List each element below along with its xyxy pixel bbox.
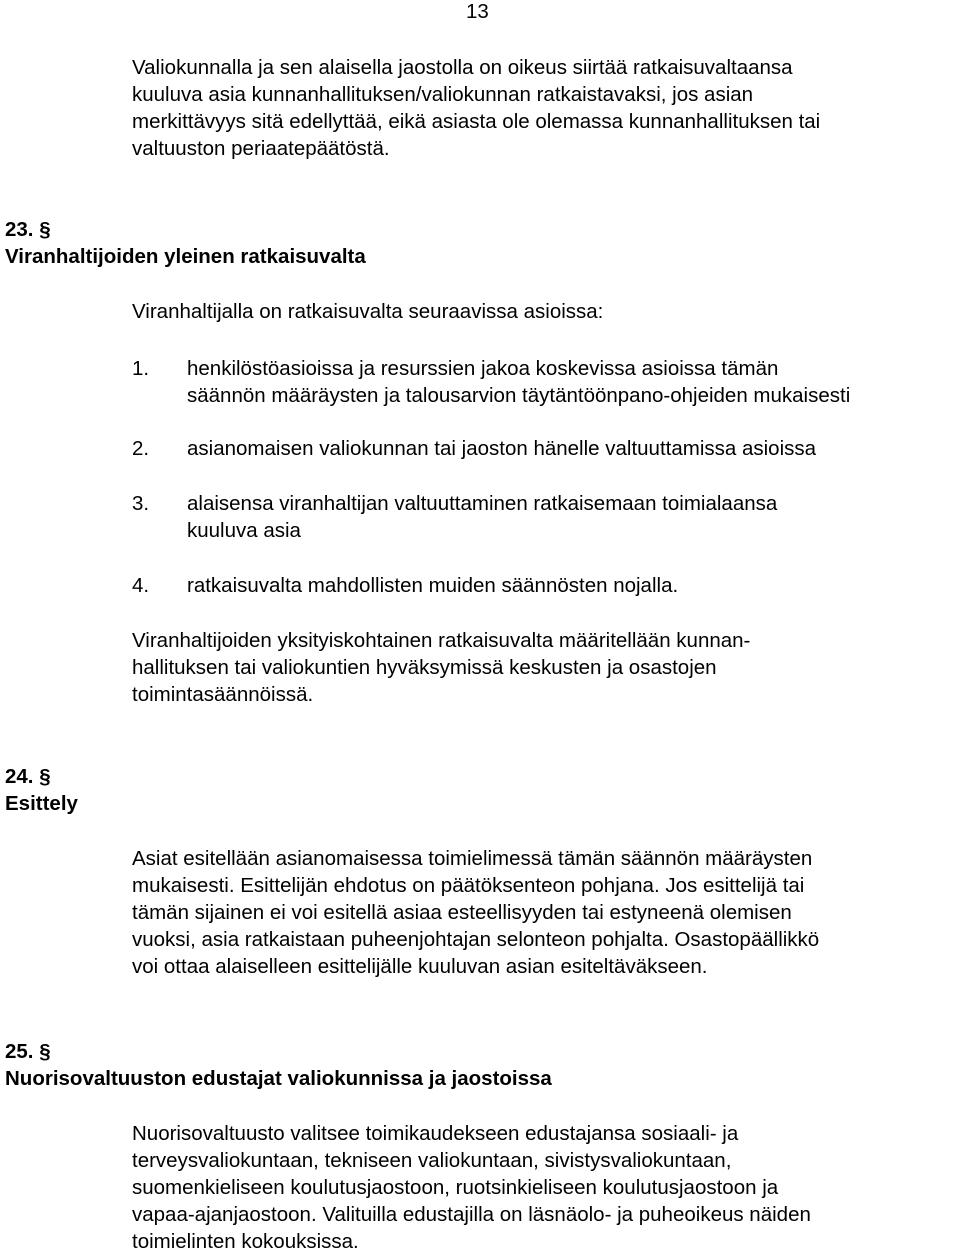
paragraph-line: vapaa-ajanjaostoon. Valituilla edustajilla on läsnäolo- ja puheoikeus näiden (132, 1203, 811, 1226)
section-heading-number (5, 763, 51, 790)
section-heading-number (5, 216, 51, 243)
section-mark: § (39, 1040, 51, 1063)
paragraph-line: terveysvaliokuntaan, tekniseen valiokuntaan, sivistysvaliokuntaan, (132, 1149, 732, 1172)
section-title: Nuorisovaltuuston edustajat valiokunnissa ja jaostoissa (5, 1067, 552, 1090)
paragraph-line: tämän sijainen ei voi esitellä asiaa esteellisyyden tai estyneenä olemisen (132, 901, 792, 924)
list-item-line: asianomaisen valiokunnan tai jaoston hänelle valtuuttamissa asioissa (187, 437, 817, 460)
paragraph-line: merkittävyys sitä edellyttää, eikä asiasta ole olemassa kunnanhallituksen tai (132, 110, 821, 133)
list-item-line: ratkaisuvalta mahdollisten muiden säännösten nojalla. (187, 574, 679, 597)
section-number: 24. (5, 765, 34, 788)
list-item-line: kuuluva asia (187, 519, 301, 542)
paragraph-line: Viranhaltijoiden yksityiskohtainen ratkaisuvalta määritellään kunnan- (132, 629, 751, 652)
paragraph-line: Asiat esitellään asianomaisessa toimielimessä tämän säännön määräysten (132, 847, 813, 870)
section-number: 25. (5, 1040, 34, 1063)
paragraph-line: Nuorisovaltuusto valitsee toimikaudekseen edustajansa sosiaali- ja (132, 1122, 739, 1145)
paragraph-line: Valiokunnalla ja sen alaisella jaostolla on oikeus siirtää ratkaisuvaltaansa (132, 56, 793, 79)
list-item-number: 4. (132, 574, 150, 597)
paragraph-line: voi ottaa alaiselleen esittelijälle kuuluvan asian esiteltäväkseen. (132, 955, 708, 978)
paragraph-line: valtuuston periaatepäätöstä. (132, 137, 390, 160)
paragraph-line: vuoksi, asia ratkaistaan puheenjohtajan selonteon pohjalta. Osastopäällikkö (132, 928, 820, 951)
paragraph-line: mukaisesti. Esittelijän ehdotus on päätöksenteon pohjana. Jos esittelijä tai (132, 874, 805, 897)
list-item-line: säännön määräysten ja talousarvion täytäntöönpano-ohjeiden mukaisesti (187, 384, 851, 407)
section-title: Esittely (5, 792, 78, 815)
list-item-line: alaisensa viranhaltijan valtuuttaminen ratkaisemaan toimialaansa (187, 492, 778, 515)
section-intro: Viranhaltijalla on ratkaisuvalta seuraavissa asioissa: (132, 300, 604, 323)
list-item-line: henkilöstöasioissa ja resurssien jakoa koskevissa asioissa tämän (187, 357, 779, 380)
section-number: 23. (5, 218, 34, 241)
section-mark: § (39, 218, 51, 241)
paragraph-line: toimintasäännöissä. (132, 683, 314, 706)
paragraph-line: kuuluva asia kunnanhallituksen/valiokunnan ratkaistavaksi, jos asian (132, 83, 754, 106)
section-mark: § (39, 765, 51, 788)
list-item-number: 2. (132, 437, 150, 460)
section-heading-number (5, 1038, 51, 1065)
paragraph-line: suomenkieliseen koulutusjaostoon, ruotsinkieliseen koulutusjaostoon ja (132, 1176, 779, 1199)
section-title: Viranhaltijoiden yleinen ratkaisuvalta (5, 245, 366, 268)
list-item-number: 1. (132, 357, 150, 380)
page-number: 13 (466, 0, 489, 23)
paragraph-line: toimielinten kokouksissa. (132, 1230, 359, 1253)
list-item-number: 3. (132, 492, 150, 515)
paragraph-line: hallituksen tai valiokuntien hyväksymissä keskusten ja osastojen (132, 656, 717, 679)
